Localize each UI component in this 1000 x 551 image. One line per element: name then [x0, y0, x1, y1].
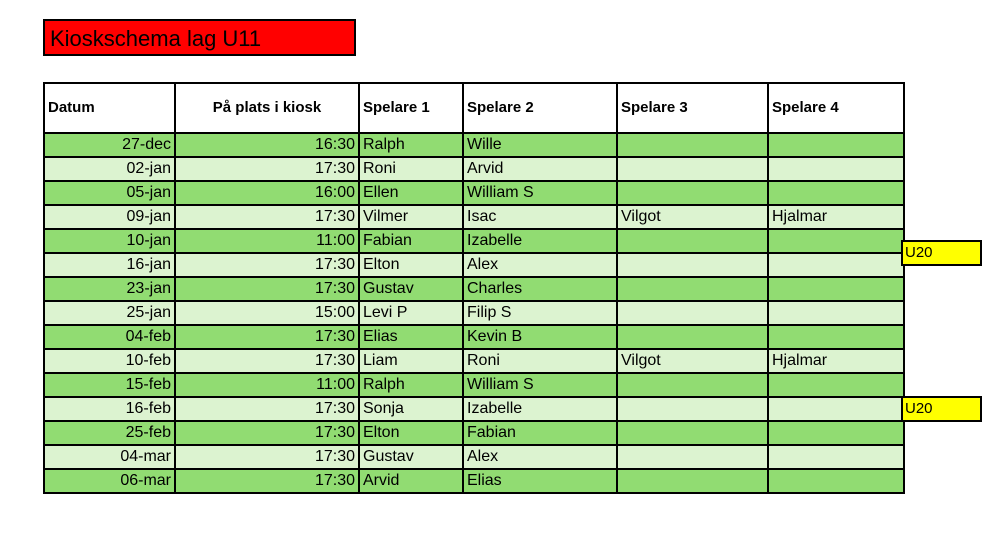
cell-spelare-2[interactable]: William S [463, 181, 617, 205]
cell-spelare-4[interactable] [768, 325, 904, 349]
cell-spelare-4[interactable] [768, 133, 904, 157]
table-row [44, 253, 904, 277]
cell-time[interactable]: 17:30 [175, 277, 359, 301]
table-row [44, 469, 904, 493]
table-row [44, 373, 904, 397]
table-row [44, 301, 904, 325]
cell-spelare-2[interactable]: Izabelle [463, 229, 617, 253]
table-row [44, 133, 904, 157]
cell-spelare-3[interactable] [617, 133, 768, 157]
cell-spelare-4[interactable] [768, 421, 904, 445]
header-row [44, 83, 904, 133]
table-row [44, 205, 904, 229]
cell-spelare-4[interactable] [768, 229, 904, 253]
header-datum[interactable]: Datum [44, 83, 175, 133]
cell-date[interactable]: 04-mar [44, 445, 175, 469]
cell-spelare-3[interactable] [617, 397, 768, 421]
header-spelare-1[interactable]: Spelare 1 [359, 83, 463, 133]
cell-spelare-1[interactable]: Fabian [359, 229, 463, 253]
cell-spelare-3[interactable] [617, 181, 768, 205]
cell-date[interactable]: 25-jan [44, 301, 175, 325]
sheet-title: Kioskschema lag U11 [43, 19, 356, 56]
cell-spelare-2[interactable]: Roni [463, 349, 617, 373]
cell-spelare-4[interactable] [768, 469, 904, 493]
cell-spelare-3[interactable] [617, 469, 768, 493]
cell-spelare-3[interactable] [617, 229, 768, 253]
cell-spelare-3[interactable] [617, 277, 768, 301]
note-cell[interactable]: U20 [901, 396, 982, 422]
cell-time[interactable]: 17:30 [175, 469, 359, 493]
table-row [44, 277, 904, 301]
header-spelare-3[interactable]: Spelare 3 [617, 83, 768, 133]
cell-date[interactable]: 09-jan [44, 205, 175, 229]
cell-spelare-3[interactable] [617, 325, 768, 349]
cell-spelare-4[interactable] [768, 181, 904, 205]
cell-spelare-4[interactable]: Hjalmar [768, 205, 904, 229]
table-row [44, 445, 904, 469]
cell-time[interactable]: 17:30 [175, 349, 359, 373]
cell-spelare-1[interactable]: Vilmer [359, 205, 463, 229]
cell-date[interactable]: 05-jan [44, 181, 175, 205]
cell-time[interactable]: 17:30 [175, 205, 359, 229]
cell-spelare-1[interactable]: Ralph [359, 133, 463, 157]
cell-spelare-3[interactable] [617, 373, 768, 397]
cell-date[interactable]: 02-jan [44, 157, 175, 181]
cell-date[interactable]: 27-dec [44, 133, 175, 157]
cell-time[interactable]: 17:30 [175, 157, 359, 181]
cell-time[interactable]: 16:00 [175, 181, 359, 205]
cell-time[interactable]: 17:30 [175, 445, 359, 469]
cell-spelare-1[interactable]: Elton [359, 253, 463, 277]
cell-spelare-4[interactable] [768, 301, 904, 325]
cell-time[interactable]: 17:30 [175, 253, 359, 277]
cell-spelare-3[interactable]: Vilgot [617, 205, 768, 229]
table-row [44, 229, 904, 253]
cell-date[interactable]: 04-feb [44, 325, 175, 349]
cell-time[interactable]: 15:00 [175, 301, 359, 325]
cell-spelare-1[interactable]: Roni [359, 157, 463, 181]
cell-spelare-4[interactable] [768, 277, 904, 301]
header-spelare-2[interactable]: Spelare 2 [463, 83, 617, 133]
header-spelare-4[interactable]: Spelare 4 [768, 83, 904, 133]
cell-date[interactable]: 16-feb [44, 397, 175, 421]
cell-spelare-4[interactable] [768, 445, 904, 469]
cell-spelare-3[interactable] [617, 157, 768, 181]
cell-date[interactable]: 25-feb [44, 421, 175, 445]
cell-date[interactable]: 06-mar [44, 469, 175, 493]
cell-spelare-4[interactable] [768, 157, 904, 181]
cell-date[interactable]: 10-jan [44, 229, 175, 253]
cell-date[interactable]: 23-jan [44, 277, 175, 301]
cell-spelare-2[interactable]: William S [463, 373, 617, 397]
cell-spelare-2[interactable]: Isac [463, 205, 617, 229]
cell-spelare-1[interactable]: Arvid [359, 469, 463, 493]
cell-time[interactable]: 16:30 [175, 133, 359, 157]
table-row [44, 349, 904, 373]
cell-time[interactable]: 17:30 [175, 397, 359, 421]
cell-spelare-1[interactable]: Levi P [359, 301, 463, 325]
cell-spelare-4[interactable]: Hjalmar [768, 349, 904, 373]
table-row [44, 421, 904, 445]
table-row [44, 181, 904, 205]
cell-spelare-4[interactable] [768, 373, 904, 397]
cell-time[interactable]: 17:30 [175, 325, 359, 349]
cell-spelare-3[interactable] [617, 301, 768, 325]
cell-spelare-2[interactable]: Alex [463, 445, 617, 469]
cell-spelare-2[interactable]: Alex [463, 253, 617, 277]
cell-spelare-2[interactable]: Izabelle [463, 397, 617, 421]
cell-spelare-2[interactable]: Fabian [463, 421, 617, 445]
cell-spelare-1[interactable]: Ellen [359, 181, 463, 205]
cell-time[interactable]: 17:30 [175, 421, 359, 445]
cell-spelare-3[interactable]: Vilgot [617, 349, 768, 373]
cell-spelare-3[interactable] [617, 253, 768, 277]
cell-spelare-3[interactable] [617, 445, 768, 469]
cell-time[interactable]: 11:00 [175, 229, 359, 253]
cell-spelare-4[interactable] [768, 253, 904, 277]
cell-spelare-4[interactable] [768, 397, 904, 421]
cell-spelare-1[interactable]: Gustav [359, 445, 463, 469]
note-cell[interactable]: U20 [901, 240, 982, 266]
cell-spelare-1[interactable]: Gustav [359, 277, 463, 301]
table-row [44, 157, 904, 181]
schedule-table [43, 82, 905, 494]
table-row [44, 397, 904, 421]
cell-spelare-2[interactable]: Kevin B [463, 325, 617, 349]
cell-spelare-1[interactable]: Elias [359, 325, 463, 349]
cell-date[interactable]: 15-feb [44, 373, 175, 397]
cell-time[interactable]: 11:00 [175, 373, 359, 397]
cell-spelare-3[interactable] [617, 421, 768, 445]
cell-spelare-1[interactable]: Liam [359, 349, 463, 373]
cell-spelare-1[interactable]: Ralph [359, 373, 463, 397]
cell-date[interactable]: 10-feb [44, 349, 175, 373]
table-row [44, 325, 904, 349]
cell-spelare-2[interactable]: Filip S [463, 301, 617, 325]
cell-spelare-2[interactable]: Arvid [463, 157, 617, 181]
cell-spelare-2[interactable]: Wille [463, 133, 617, 157]
cell-spelare-2[interactable]: Elias [463, 469, 617, 493]
cell-spelare-1[interactable]: Sonja [359, 397, 463, 421]
cell-spelare-1[interactable]: Elton [359, 421, 463, 445]
cell-date[interactable]: 16-jan [44, 253, 175, 277]
header-pa-plats[interactable]: På plats i kiosk [175, 83, 359, 133]
cell-spelare-2[interactable]: Charles [463, 277, 617, 301]
